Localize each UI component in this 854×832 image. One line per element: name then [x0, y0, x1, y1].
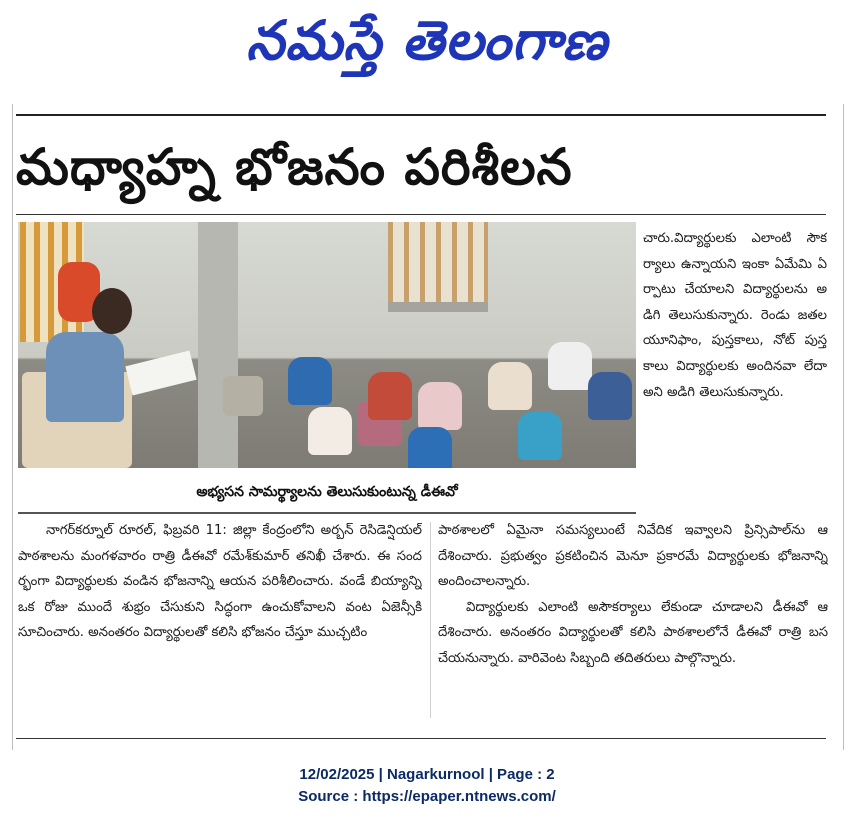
photo-officer-head: [92, 288, 132, 334]
body-paragraph: విద్యార్థులకు ఎలాంటి అసౌకర్యాలు లేకుండా చూడాలని డీఈవో ఆదేశించారు. అనంతరం విద్యార్థులతో కలిసి పాఠశాలలోనే డీఈవో రాత్రి బస చేయనున్నారు. వారివెంట సిబ్బంది తదితరులు పాల్గొన్నారు.: [438, 599, 828, 666]
photo-pillar: [198, 222, 238, 468]
photo-paper: [125, 350, 196, 395]
bottom-rule: [16, 738, 826, 739]
photo-bag: [223, 376, 263, 416]
photo-shelf: [388, 302, 488, 312]
body-paragraph: పాఠశాలలో ఏమైనా సమస్యలుంటే నివేదిక ఇవ్వాలని ప్రిన్సిపాల్‌ను ఆదేశించారు. ప్రభుత్వం ప్రకటించిన మెనూ ప్రకారమే విద్యార్థులకు భోజనాన్ని అందించాలన్నారు.: [438, 523, 828, 590]
side-column-text: చారు.విద్యార్థులకు ఎలాంటి సౌకర్యాలు ఉన్నాయని ఇంకా ఏమేమి ఏర్పాటు చేయాలని విద్యార్థులను అడిగి తెలుసుకున్నారు. రెండు జతల యూనిఫాం, పుస్తకాలు, నోట్ పుస్తకాలు విద్యార్థులకు అందినవా లేదా అని అడిగి తెలుసుకున్నారు.: [643, 231, 827, 400]
photo-student: [408, 427, 452, 468]
photo-student: [368, 372, 412, 420]
caption-rule: [18, 512, 636, 514]
body-paragraph: నాగర్‌కర్నూల్ రూరల్, ఫిబ్రవరి 11: జిల్లా కేంద్రంలోని అర్బన్ రెసిడెన్షియల్ పాఠశాలను మంగళవారం రాత్రి డీఈవో రమేశ్‌కుమార్ తనిఖీ చేశారు. ఈ సందర్భంగా విద్యార్థులకు వండిన భోజనాన్ని ఆయన పరిశీలించారు. వండే బియ్యాన్ని ఒక రోజు ముందే శుభ్రం చేసుకుని సిద్ధంగా ఉంచుకోవాలని వంట ఏజెన్సీకి సూచించారు. అనంతరం విద్యార్థులతో కలిసి భోజనం చేస్తూ ముచ్చటిం: [18, 523, 422, 641]
photo-student: [418, 382, 462, 430]
photo-officer: [46, 332, 124, 422]
article-photo: [18, 222, 636, 468]
masthead-logo: నమస్తే తెలంగాణ: [246, 9, 608, 72]
photo-student: [518, 412, 562, 460]
top-rule: [16, 114, 826, 116]
photo-student: [588, 372, 632, 420]
footer-source[interactable]: Source : https://epaper.ntnews.com/: [298, 788, 556, 805]
body-column-left: [18, 518, 422, 718]
photo-student: [308, 407, 352, 455]
column-divider: [430, 522, 431, 718]
article-headline: మధ్యాహ్న భోజనం పరిశీలన: [16, 138, 573, 196]
footer-date-edition: 12/02/2025 | Nagarkurnool | Page : 2: [299, 766, 555, 783]
photo-rack: [388, 222, 488, 302]
masthead: [0, 0, 854, 84]
photo-caption: అభ్యసన సామర్థ్యాలను తెలుసుకుంటున్న డీఈవో: [196, 484, 458, 500]
footer: [0, 764, 854, 808]
body-column-right: [438, 518, 828, 718]
headline-rule: [16, 214, 826, 215]
photo-student: [288, 357, 332, 405]
photo-student: [488, 362, 532, 410]
photo-student: [548, 342, 592, 390]
